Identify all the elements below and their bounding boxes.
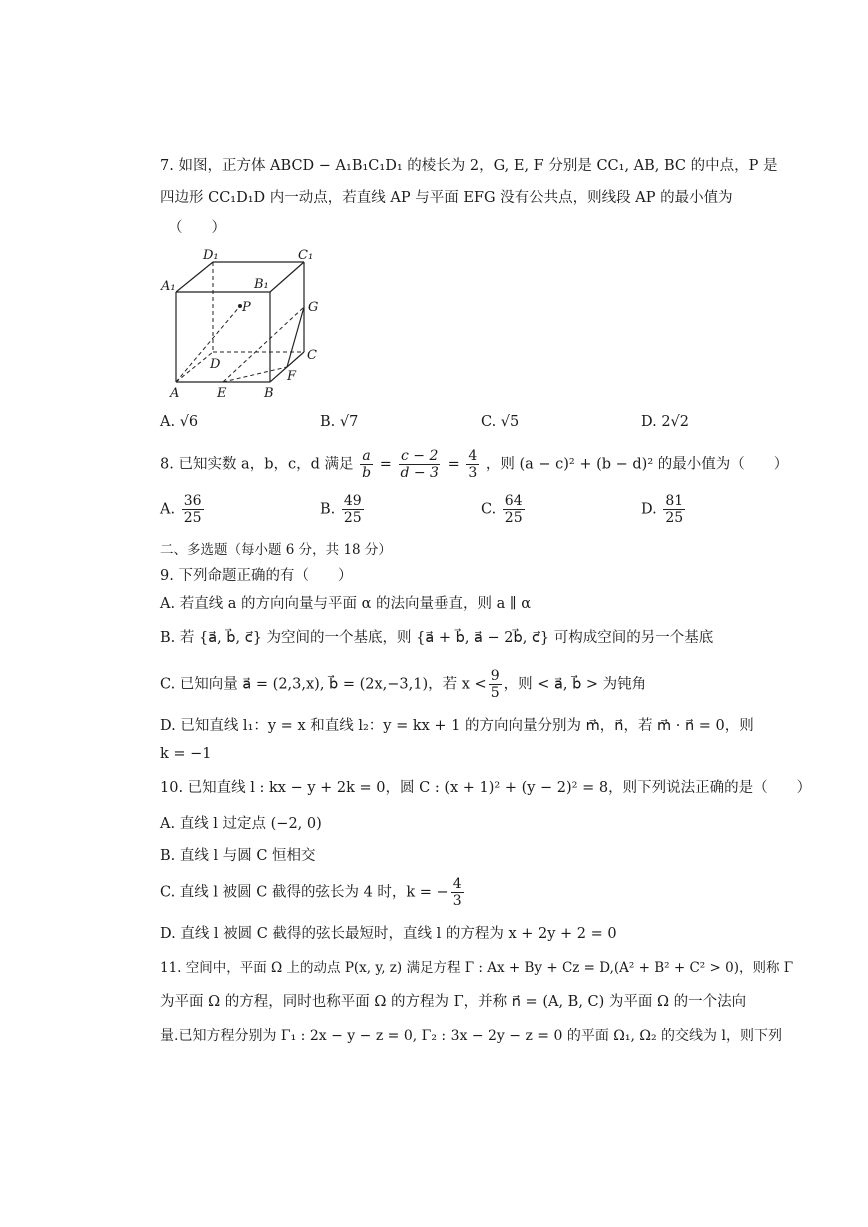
q10-option-c: C. 直线 l 被圆 C 截得的弦长为 4 时，k = − $\frac{4}{3}$	[160, 876, 462, 909]
q9-stem: 9. 下列命题正确的有（ ）	[160, 568, 353, 584]
q9-option-a: A. 若直线 a 的方向向量与平面 α 的法向量垂直，则 a ∥ α	[160, 596, 532, 612]
q9-option-d-line-2: k = −1	[160, 746, 212, 762]
edge-b1-c1	[270, 262, 304, 292]
label-b: B	[264, 386, 274, 401]
q9-option-c: C. 已知向量 a⃗ = (2,3,x), b⃗ = (2x,−3,1)，若 x < $\frac{9}{5}$ ，则 < a⃗, b⃗ > 为钝角	[160, 668, 647, 701]
q9-option-b: B. 若 {a⃗, b⃗, c⃗} 为空间的一个基底，则 {a⃗ + b⃗, a⃗ − 2b⃗, c⃗} 可构成空间的另一个基底	[160, 630, 714, 646]
q7-option-a: A. √6	[160, 414, 199, 430]
label-e: E	[217, 386, 227, 401]
q8-fraction-1: $\frac{a}{b}$	[362, 448, 372, 481]
section-heading-multiple-choice: 二、多选题（每小题 6 分，共 18 分）	[160, 542, 392, 558]
q11-line-2: 为平面 Ω 的方程，同时也称平面 Ω 的方程为 Γ，并称 n⃗ = (A, B, C) 为平面 Ω 的一个法向	[160, 994, 747, 1010]
q8-suffix: ，则 (a − c)² + (b − d)² 的最小值为（ ）	[485, 456, 789, 473]
q8-option-a: A. $\frac{36}{25}$	[160, 493, 202, 526]
q8-option-d: D. $\frac{81}{25}$	[641, 493, 684, 526]
label-d: D	[210, 357, 221, 372]
edge-a1-d1	[176, 262, 213, 292]
segment-e-f	[223, 367, 287, 382]
label-b1: B₁	[254, 277, 269, 292]
segment-a-p	[176, 306, 240, 382]
q10-stem: 10. 已知直线 l : kx − y + 2k = 0，圆 C : (x + 1)² + (y − 2)² = 8，则下列说法正确的是（ ）	[160, 780, 812, 796]
q9-option-d-line-1: D. 已知直线 l₁：y = x 和直线 l₂：y = kx + 1 的方向向量分别为 m⃗，n⃗，若 m⃗ · n⃗ = 0，则	[160, 718, 754, 734]
q7-line-2: 四边形 CC₁D₁D 内一动点，若直线 AP 与平面 EFG 没有公共点，则线段 AP 的最小值为	[160, 190, 733, 206]
label-p: P	[242, 300, 251, 315]
q7-option-c: C. √5	[481, 414, 520, 430]
q8-option-b: B. $\frac{49}{25}$	[320, 493, 362, 526]
q10-option-b: B. 直线 l 与圆 C 恒相交	[160, 848, 316, 864]
label-c: C	[307, 348, 317, 363]
q8-fraction-3: $\frac{4}{3}$	[468, 448, 478, 481]
cube-figure	[155, 240, 330, 405]
q7-line-1: 7. 如图，正方体 ABCD − A₁B₁C₁D₁ 的棱长为 2，G, E, F 分别是 CC₁, AB, BC 的中点，P 是	[160, 158, 778, 174]
label-g: G	[308, 300, 319, 315]
label-a: A	[170, 386, 180, 401]
q10-option-d: D. 直线 l 被圆 C 截得的弦长最短时，直线 l 的方程为 x + 2y + 2 = 0	[160, 926, 617, 942]
q8-option-c: C. $\frac{64}{25}$	[481, 493, 523, 526]
q7-option-b: B. √7	[320, 414, 359, 430]
edge-a-d	[176, 352, 213, 382]
label-d1: D₁	[203, 248, 219, 263]
q7-option-d: D. 2√2	[641, 414, 690, 430]
q11-line-1: 11. 空间中，平面 Ω 上的动点 P(x, y, z) 满足方程 Γ : Ax + By + Cz = D,(A² + B² + C² > 0)，则称 Γ	[160, 960, 794, 976]
q11-line-3: 量.已知方程分别为 Γ₁ : 2x − y − z = 0, Γ₂ : 3x − 2y − z = 0 的平面 Ω₁, Ω₂ 的交线为 l，则下列	[160, 1028, 782, 1044]
q8-fraction-2: $\frac{c - 2}{d - 3}$	[400, 448, 439, 481]
q8-prefix: 8. 已知实数 a，b，c，d 满足	[160, 456, 354, 473]
label-f: F	[287, 369, 297, 384]
edge-g-f	[287, 307, 304, 367]
q7-answer-bracket: （ ）	[168, 220, 226, 236]
q8-stem: 8. 已知实数 a，b，c，d 满足 $\frac{a}{b}$ = $\frac{c - 2}{d - 3}$ = $\frac{4}{3}$ ，则 (a − c)² + (b − d)² 的最小值为（ ）	[160, 448, 789, 481]
label-a1: A₁	[161, 279, 176, 294]
label-c1: C₁	[298, 248, 314, 263]
q10-option-a: A. 直线 l 过定点 (−2, 0)	[160, 816, 322, 832]
